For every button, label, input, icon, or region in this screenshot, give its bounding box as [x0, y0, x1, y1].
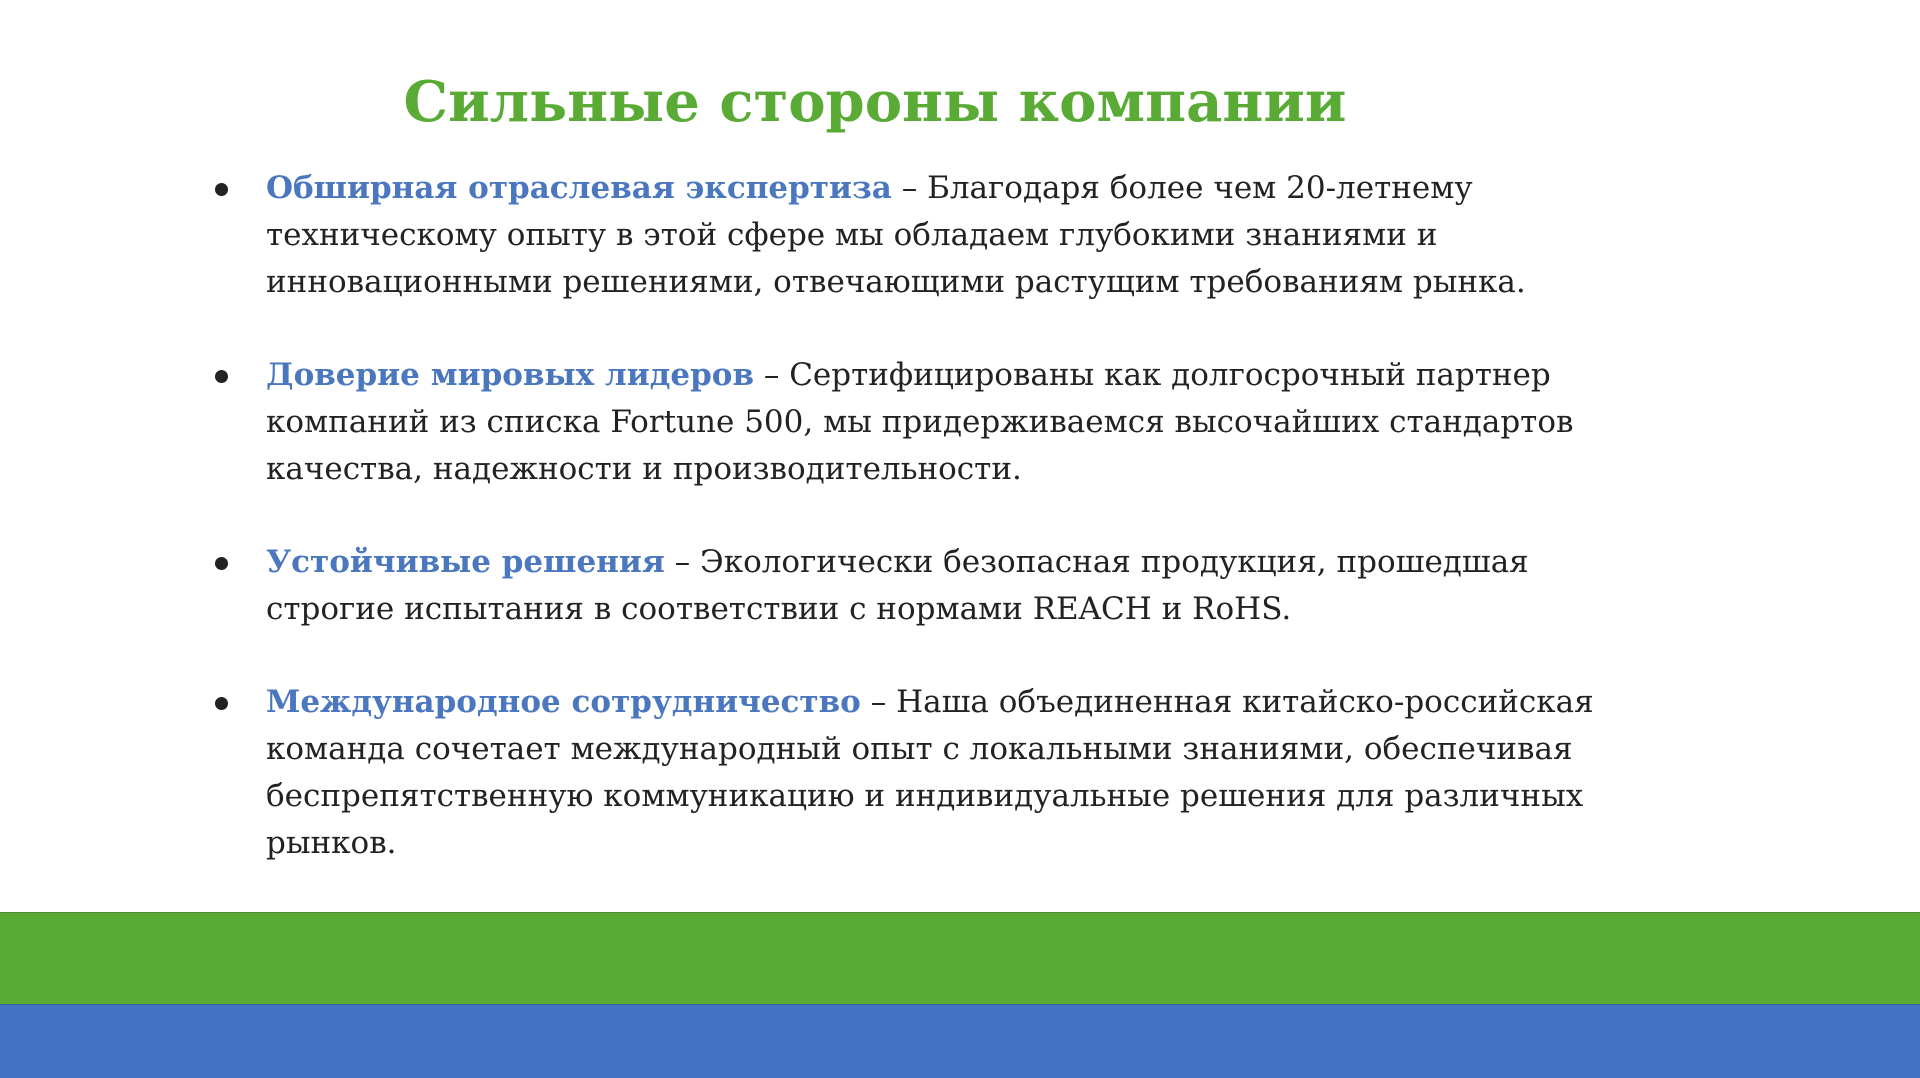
item-heading: Устойчивые решения	[266, 544, 665, 580]
item-separator: –	[860, 684, 897, 720]
bullet-icon	[215, 697, 228, 710]
bullet-icon	[215, 370, 228, 383]
item-separator: –	[891, 170, 928, 206]
list-item	[210, 352, 1610, 493]
item-text: Сертифицированы как долгосрочный партнер компаний из списка Fortune 500, мы придерживаемся высочайших стандартов качества, надежности и производительности.	[266, 357, 1574, 487]
item-heading: Доверие мировых лидеров	[266, 357, 754, 393]
item-text: Благодаря более чем 20-летнему техническому опыту в этой сфере мы обладаем глубокими знаниями и инновационными решениями, отвечающими растущим требованиям рынка.	[266, 170, 1526, 300]
list-item	[210, 679, 1610, 867]
slide-title: Сильные стороны компании	[403, 69, 1347, 135]
footer-band-green	[0, 912, 1920, 1004]
item-text: Экологически безопасная продукция, прошедшая строгие испытания в соответствии с нормами REACH и RoHS.	[266, 544, 1529, 627]
footer-band-blue	[0, 1004, 1920, 1078]
strengths-list	[210, 165, 1610, 867]
list-item	[210, 165, 1610, 306]
item-heading: Международное сотрудничество	[266, 684, 861, 720]
bullet-icon	[215, 183, 228, 196]
bullet-icon	[215, 557, 228, 570]
item-separator: –	[753, 357, 790, 393]
list-item	[210, 539, 1610, 633]
item-heading: Обширная отраслевая экспертиза	[266, 170, 892, 206]
item-text: Наша объединенная китайско-российская команда сочетает международный опыт с локальными знаниями, обеспечивая беспрепятственную коммуникацию и индивидуальные решения для различных рынков.	[266, 684, 1594, 861]
item-separator: –	[664, 544, 700, 580]
